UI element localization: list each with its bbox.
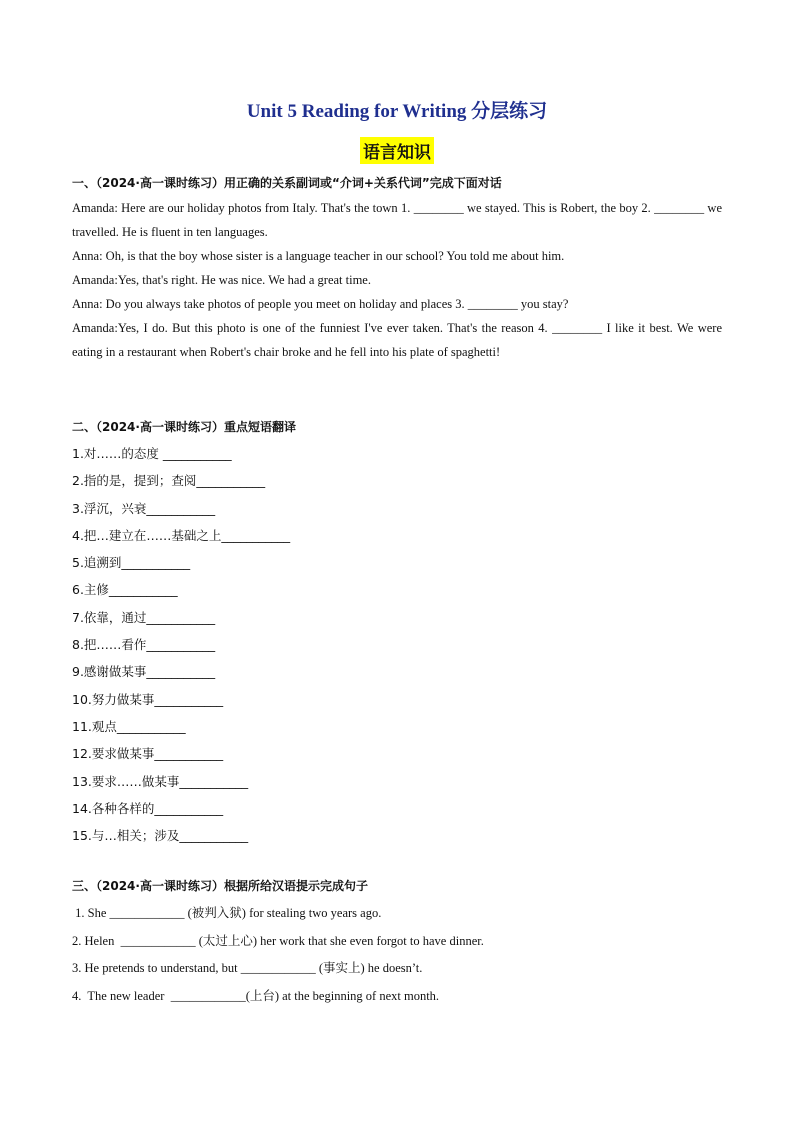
- sentence-list: [72, 900, 484, 1010]
- sentence-item: 4. The new leader ____________(上台) at the beginning of next month.: [72, 988, 440, 1003]
- phrase-item: 15.与…相关；涉及___________: [72, 828, 249, 844]
- section-subtitle: 语言知识: [360, 137, 434, 164]
- section-1-heading: 一、（2024·高一课时练习）用正确的关系副词或“介词+关系代词”完成下面对话: [72, 176, 502, 190]
- phrase-item: 8.把……看作___________: [72, 637, 216, 653]
- dialogue-block: [72, 196, 722, 364]
- sentence-item: 2. Helen ____________ (太过上心) her work that she even forgot to have dinner.: [72, 933, 484, 948]
- dialogue-line: Amanda: Here are our holiday photos from Italy. That's the town 1. ________ we stayed. This is Robert, the boy 2. ________ we travelled. He is fluent in ten languages.: [72, 201, 722, 239]
- phrase-item: 11.观点___________: [72, 718, 186, 734]
- subtitle-wrap: [0, 137, 794, 164]
- phrase-item: 10.努力做某事___________: [72, 691, 224, 707]
- phrase-list: [72, 440, 290, 849]
- phrase-item: 12.要求做某事___________: [72, 746, 224, 762]
- section-3-heading: 三、（2024·高一课时练习）根据所给汉语提示完成句子: [72, 879, 368, 893]
- dialogue-line: Anna: Oh, is that the boy whose sister is a language teacher in our school? You told me about him.: [72, 249, 565, 263]
- phrase-item: 13.要求……做某事___________: [72, 773, 249, 789]
- phrase-item: 6.主修___________: [72, 582, 178, 598]
- phrase-item: 2.指的是，提到；查阅___________: [72, 473, 266, 489]
- page-title: Unit 5 Reading for Writing 分层练习: [246, 101, 548, 122]
- dialogue-line: Amanda:Yes, that's right. He was nice. We had a great time.: [72, 273, 371, 287]
- phrase-item: 14.各种各样的___________: [72, 800, 224, 816]
- section-2-heading: 二、（2024·高一课时练习）重点短语翻译: [72, 420, 296, 434]
- dialogue-line: Amanda:Yes, I do. But this photo is one of the funniest I've ever taken. That's the reason 4. ________ I like it best. We were eating in a restaurant when Robert's chair broke and he fell into his plate of spaghetti!: [72, 321, 722, 359]
- phrase-item: 5.追溯到___________: [72, 555, 191, 571]
- phrase-item: 4.把…建立在……基础之上___________: [72, 527, 291, 543]
- sentence-item: 3. He pretends to understand, but ____________ (事实上) he doesn’t.: [72, 961, 423, 975]
- sentence-item: 1. She ____________ (被判入狱) for stealing two years ago.: [72, 906, 382, 920]
- phrase-item: 3.浮沉，兴衰___________: [72, 500, 216, 516]
- dialogue-line: Anna: Do you always take photos of people you meet on holiday and places 3. ________ you stay?: [72, 297, 569, 311]
- phrase-item: 1.对……的态度 ___________: [72, 446, 232, 461]
- phrase-item: 7.依靠，通过___________: [72, 609, 216, 625]
- phrase-item: 9.感谢做某事___________: [72, 664, 216, 680]
